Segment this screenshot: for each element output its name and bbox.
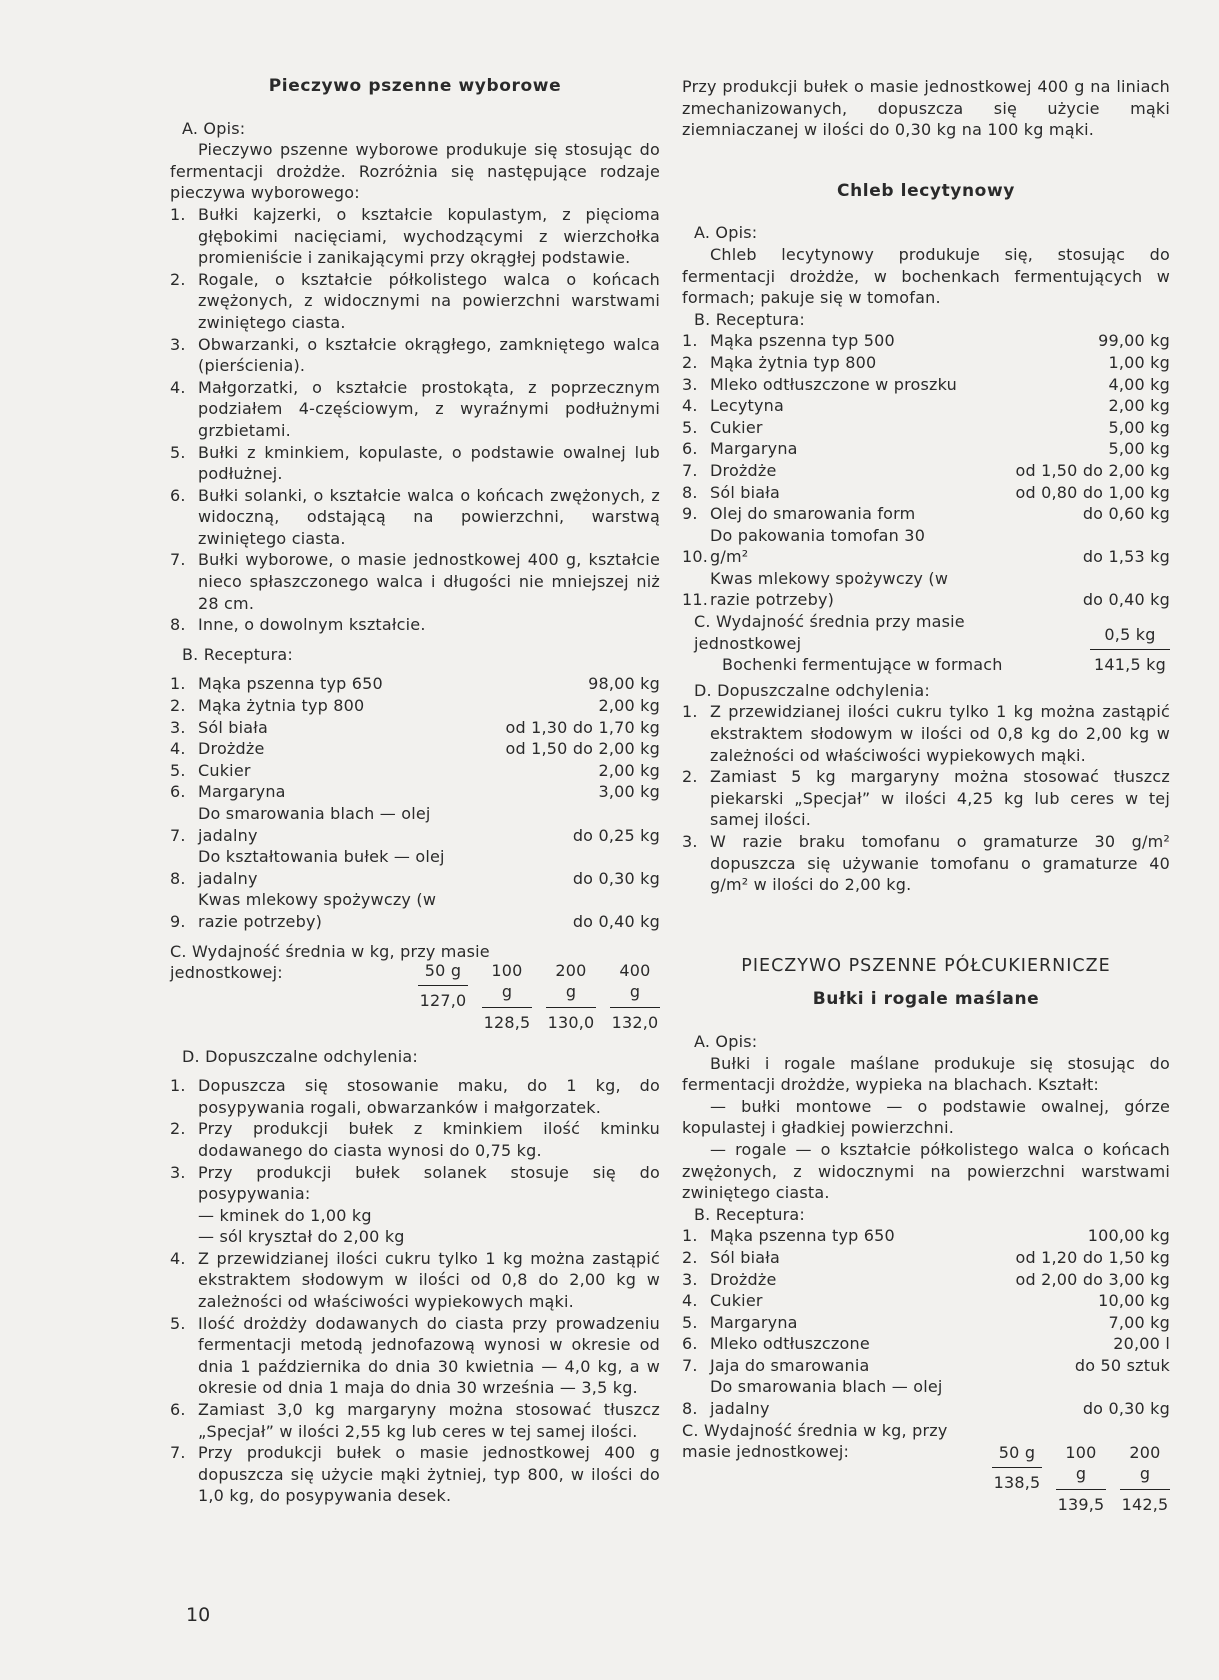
opis-text: Bułki i rogale maślane produkuje się stosując do fermentacji drożdże, wypieka na blachach. Kształt: bbox=[682, 1053, 1170, 1095]
item-number: 7. bbox=[170, 550, 186, 570]
item-text: Przy produkcji bułek solanek stosuje się do posypywania: bbox=[198, 1162, 660, 1204]
item-text: W razie braku tomofanu o gramaturze 30 g/m² dopuszcza się używanie tomofanu o gramaturze 40 g/m² w ilości do 2,00 kg. bbox=[710, 832, 1170, 895]
recipe-row bbox=[682, 1225, 1170, 1247]
item-text: — sól kryształ do 2,00 kg bbox=[198, 1227, 405, 1247]
list-item bbox=[170, 269, 660, 334]
wydajnosc-cell bbox=[546, 960, 596, 1034]
wydajnosc-mass: 400 g bbox=[610, 960, 660, 1008]
wydajnosc-mass: 50 g bbox=[418, 960, 468, 987]
shape-rogale: — rogale — o kształcie półkolistego walca o końcach zwężonych, z widocznymi na powierzchni warstwami zwiniętego ciasta. bbox=[682, 1139, 1170, 1203]
recipe-row bbox=[682, 352, 1170, 374]
recipe-number: 6. bbox=[682, 1334, 698, 1354]
item-text: Bułki solanki, o kształcie walca o końcach zwężonych, z widoczną, odstającą na powierzchni, warstwą zwiniętego ciasta. bbox=[198, 485, 660, 548]
recipe-row bbox=[682, 568, 1170, 611]
recipe-row bbox=[170, 673, 660, 695]
list-item bbox=[170, 334, 660, 377]
recipe-number: 1. bbox=[682, 1226, 698, 1246]
odchylenia-heading: D. Dopuszczalne odchylenia: bbox=[182, 1046, 418, 1066]
recipe-row bbox=[170, 760, 660, 782]
section-title: Bułki i rogale maślane bbox=[812, 989, 1040, 1010]
wydajnosc-block bbox=[682, 1420, 1170, 1516]
item-number: 3. bbox=[682, 832, 698, 851]
section-title: Chleb lecytynowy bbox=[837, 180, 1015, 201]
recipe-table bbox=[682, 1225, 1170, 1419]
recipe-ingredient: Sól biała bbox=[710, 1247, 781, 1267]
wydajnosc-cell bbox=[1056, 1442, 1106, 1516]
recipe-ingredient: Do kształtowania bułek — olej jadalny bbox=[198, 847, 445, 888]
opis-heading: A. Opis: bbox=[182, 118, 246, 138]
recipe-ingredient: Drożdże bbox=[710, 460, 777, 480]
recipe-number: 7. bbox=[682, 460, 698, 480]
opis-heading: A. Opis: bbox=[694, 223, 758, 243]
recipe-amount: do 1,53 kg bbox=[1082, 547, 1170, 567]
recipe-number: 8. bbox=[170, 868, 186, 888]
recipe-number: 10. bbox=[682, 547, 709, 567]
item-number: 1. bbox=[170, 204, 186, 224]
item-number: 2. bbox=[170, 269, 186, 289]
right-column bbox=[682, 76, 1170, 1515]
recipe-number: 6. bbox=[170, 782, 186, 802]
item-number: 6. bbox=[170, 485, 186, 505]
item-text: Przy produkcji bułek o masie jednostkowej 400 g dopuszcza się użycie mąki żytniej, typ 800, w ilości do 1,0 kg, do posypywania desek. bbox=[198, 1443, 660, 1506]
list-item bbox=[682, 701, 1170, 766]
recipe-row bbox=[682, 395, 1170, 417]
recipe-amount: 2,00 kg bbox=[598, 696, 660, 716]
recipe-number: 9. bbox=[682, 504, 698, 524]
wydajnosc-row-label: Bochenki fermentujące w formach bbox=[722, 655, 1003, 675]
recipe-number: 1. bbox=[682, 331, 698, 351]
recipe-ingredient: Jaja do smarowania bbox=[710, 1355, 870, 1375]
recipe-ingredient: Kwas mlekowy spożywczy (w razie potrzeby) bbox=[198, 890, 437, 931]
odchylenia-heading: D. Dopuszczalne odchylenia: bbox=[694, 680, 930, 700]
recipe-row bbox=[682, 482, 1170, 504]
wydajnosc-value: 128,5 bbox=[483, 1012, 531, 1032]
recipe-row bbox=[682, 1376, 1170, 1419]
list-item bbox=[170, 204, 660, 269]
wydajnosc-cell bbox=[418, 960, 468, 1034]
item-number: 4. bbox=[170, 1248, 186, 1268]
left-column bbox=[170, 76, 660, 1507]
recipe-ingredient: Mleko odtłuszczone bbox=[710, 1334, 870, 1354]
item-text: Rogale, o kształcie półkolistego walca o końcach zwężonych, z widocznymi na powierzchni warstwami zwiniętego ciasta. bbox=[198, 269, 660, 332]
receptura-heading: B. Receptura: bbox=[694, 1204, 805, 1224]
recipe-ingredient: Drożdże bbox=[710, 1269, 777, 1289]
wydajnosc-value: 141,5 kg bbox=[1094, 655, 1166, 675]
recipe-row bbox=[682, 1269, 1170, 1291]
item-text: Małgorzatki, o kształcie prostokąta, z poprzecznym podziałem 4-częściowym, z wyraźnymi podłużnymi grzbietami. bbox=[198, 377, 660, 440]
recipe-row bbox=[682, 1312, 1170, 1334]
item-number: 5. bbox=[170, 1313, 186, 1333]
recipe-ingredient: Drożdże bbox=[198, 739, 265, 759]
recipe-row bbox=[682, 460, 1170, 482]
list-item bbox=[170, 1226, 660, 1248]
wydajnosc-value: 138,5 bbox=[993, 1473, 1041, 1493]
recipe-amount: od 1,50 do 2,00 kg bbox=[505, 739, 660, 759]
wydajnosc-cell bbox=[992, 1442, 1042, 1516]
item-text: Bułki kajzerki, o kształcie kopulastym, z pięcioma głębokimi nacięciami, wychodzącymi z wierzchołka promieniście i zanikającymi przy okrągłej podstawie. bbox=[198, 204, 660, 268]
odchylenia-list bbox=[682, 701, 1170, 895]
receptura-heading: B. Receptura: bbox=[694, 309, 805, 329]
recipe-table bbox=[170, 673, 660, 932]
item-text: Z przewidzianej ilości cukru tylko 1 kg można zastąpić ekstraktem słodowym w ilości od 0,8 do 2,00 kg w zależności od właściwości wypiekowych mąki. bbox=[198, 1248, 660, 1312]
recipe-number: 3. bbox=[682, 1269, 698, 1289]
recipe-row bbox=[170, 781, 660, 803]
recipe-amount: 1,00 kg bbox=[1108, 352, 1170, 372]
item-number: 4. bbox=[170, 377, 186, 397]
list-item bbox=[170, 377, 660, 442]
item-number: 1. bbox=[170, 1076, 186, 1096]
section-title: Pieczywo pszenne wyborowe bbox=[268, 76, 562, 96]
item-number: 3. bbox=[170, 334, 186, 354]
list-item bbox=[170, 1162, 660, 1205]
recipe-amount: 99,00 kg bbox=[1098, 331, 1170, 351]
recipe-amount: do 50 sztuk bbox=[1074, 1355, 1170, 1375]
recipe-amount: do 0,30 kg bbox=[572, 868, 660, 888]
item-number: 6. bbox=[170, 1400, 186, 1420]
recipe-ingredient: Do pakowania tomofan 30 g/m² bbox=[710, 525, 926, 567]
recipe-row bbox=[682, 1355, 1170, 1377]
recipe-row bbox=[682, 438, 1170, 460]
recipe-ingredient: Kwas mlekowy spożywczy (w razie potrzeby) bbox=[710, 568, 949, 610]
recipe-row bbox=[682, 1290, 1170, 1312]
wydajnosc-cell bbox=[482, 960, 532, 1034]
item-text: Bułki wyborowe, o masie jednostkowej 400 g, kształcie nieco spłaszczonego walca i długości nie mniejszej niż 28 cm. bbox=[198, 550, 660, 613]
list-item bbox=[170, 549, 660, 614]
recipe-row bbox=[170, 846, 660, 889]
recipe-ingredient: Mąka żytnia typ 800 bbox=[710, 352, 877, 372]
recipe-amount: 20,00 l bbox=[1113, 1334, 1170, 1354]
recipe-ingredient: Margaryna bbox=[710, 439, 798, 459]
recipe-ingredient: Margaryna bbox=[198, 782, 286, 802]
item-text: Przy produkcji bułek z kminkiem ilość kminku dodawanego do ciasta wynosi do 0,75 kg. bbox=[198, 1119, 660, 1160]
wydajnosc-value: 139,5 bbox=[1057, 1494, 1105, 1514]
recipe-ingredient: Cukier bbox=[198, 760, 251, 780]
recipe-number: 2. bbox=[682, 1247, 698, 1267]
recipe-number: 5. bbox=[682, 1312, 698, 1332]
recipe-amount: od 0,80 do 1,00 kg bbox=[1015, 482, 1170, 502]
item-number: 1. bbox=[682, 702, 698, 722]
wydajnosc-value: 130,0 bbox=[547, 1012, 595, 1032]
recipe-ingredient: Mąka pszenna typ 650 bbox=[198, 674, 383, 694]
recipe-number: 2. bbox=[682, 352, 698, 372]
recipe-number: 8. bbox=[682, 482, 698, 502]
wydajnosc-cell bbox=[610, 960, 660, 1034]
list-item bbox=[682, 831, 1170, 896]
item-text: Zamiast 3,0 kg margaryny można stosować tłuszcz „Specjał” w ilości 2,55 kg lub ceres w tej samej ilości. bbox=[198, 1400, 660, 1441]
recipe-amount: 2,00 kg bbox=[1108, 396, 1170, 416]
recipe-amount: do 0,25 kg bbox=[572, 825, 660, 845]
recipe-row bbox=[682, 1247, 1170, 1269]
item-text: Inne, o dowolnym kształcie. bbox=[198, 615, 426, 635]
recipe-amount: 3,00 kg bbox=[598, 782, 660, 802]
intro-text: Przy produkcji bułek o masie jednostkowej 400 g na liniach zmechanizowanych, dopuszcza się użycie mąki ziemniaczanej w ilości do 0,30 kg na 100 kg mąki. bbox=[682, 77, 1170, 140]
item-text: Bułki z kminkiem, kopulaste, o podstawie owalnej lub podłużnej. bbox=[198, 442, 660, 484]
wydajnosc-mass: 200 g bbox=[1120, 1442, 1170, 1490]
wydajnosc-mass: 50 g bbox=[992, 1442, 1042, 1469]
item-number: 5. bbox=[170, 442, 186, 462]
recipe-ingredient: Cukier bbox=[710, 417, 763, 437]
recipe-number: 6. bbox=[682, 439, 698, 459]
recipe-number: 11. bbox=[682, 590, 709, 610]
wydajnosc-value: 142,5 bbox=[1121, 1494, 1169, 1514]
wydajnosc-label: C. Wydajność średnia w kg, przy masie jednostkowej: bbox=[682, 1420, 948, 1462]
recipe-number: 3. bbox=[170, 717, 186, 737]
item-number: 3. bbox=[170, 1162, 186, 1182]
item-text: Obwarzanki, o kształcie okrągłego, zamkniętego walca (pierścienia). bbox=[198, 334, 660, 376]
wydajnosc-mass: 100 g bbox=[482, 960, 532, 1008]
list-item bbox=[170, 614, 660, 636]
recipe-row bbox=[682, 417, 1170, 439]
recipe-amount: 98,00 kg bbox=[588, 674, 660, 694]
recipe-number: 1. bbox=[170, 674, 186, 694]
item-text: Z przewidzianej ilości cukru tylko 1 kg można zastąpić ekstraktem słodowym w ilości od 0,8 kg do 2,00 kg w zależności od właściwości wypiekowych mąki. bbox=[710, 702, 1170, 765]
item-number: 2. bbox=[170, 1119, 186, 1139]
recipe-ingredient: Olej do smarowania form bbox=[710, 504, 916, 524]
recipe-number: 3. bbox=[682, 374, 698, 394]
receptura-heading: B. Receptura: bbox=[182, 644, 293, 664]
recipe-amount: 4,00 kg bbox=[1108, 374, 1170, 394]
recipe-amount: 10,00 kg bbox=[1098, 1291, 1170, 1311]
page-number: 10 bbox=[186, 1604, 211, 1626]
recipe-row bbox=[170, 803, 660, 846]
wydajnosc-mass: 100 g bbox=[1056, 1442, 1106, 1490]
recipe-row bbox=[170, 738, 660, 760]
recipe-amount: od 1,20 do 1,50 kg bbox=[1015, 1247, 1170, 1267]
list-item bbox=[170, 1313, 660, 1399]
recipe-ingredient: Mleko odtłuszczone w proszku bbox=[710, 374, 957, 394]
item-text: Zamiast 5 kg margaryny można stosować tłuszcz piekarski „Specjał” w ilości 4,25 kg lub ceres w tej samej ilości. bbox=[710, 767, 1170, 830]
recipe-ingredient: Margaryna bbox=[710, 1312, 798, 1332]
recipe-row bbox=[682, 525, 1170, 568]
recipe-ingredient: Sól biała bbox=[198, 717, 269, 737]
kinds-list bbox=[170, 204, 660, 636]
recipe-amount: do 0,30 kg bbox=[1082, 1399, 1170, 1419]
recipe-row bbox=[682, 1333, 1170, 1355]
recipe-amount: od 2,00 do 3,00 kg bbox=[1015, 1269, 1170, 1289]
recipe-amount: od 1,50 do 2,00 kg bbox=[1015, 460, 1170, 480]
recipe-row bbox=[170, 717, 660, 739]
wydajnosc-label: C. Wydajność średnia w kg, przy masie jednostkowej: bbox=[170, 941, 490, 983]
item-text: Dopuszcza się stosowanie maku, do 1 kg, do posypywania rogali, obwarzanków i małgorzatek. bbox=[198, 1076, 660, 1117]
recipe-ingredient: Lecytyna bbox=[710, 396, 785, 416]
recipe-amount: 7,00 kg bbox=[1108, 1312, 1170, 1332]
recipe-number: 4. bbox=[170, 739, 186, 759]
recipe-number: 5. bbox=[170, 760, 186, 780]
wydajnosc-block bbox=[682, 611, 1170, 676]
list-item bbox=[170, 442, 660, 485]
item-number: 8. bbox=[170, 615, 186, 635]
wydajnosc-mass: 0,5 kg bbox=[1090, 624, 1170, 651]
recipe-ingredient: Mąka żytnia typ 800 bbox=[198, 696, 365, 716]
list-item bbox=[170, 1118, 660, 1161]
recipe-number: 9. bbox=[170, 911, 186, 931]
recipe-number: 4. bbox=[682, 396, 698, 416]
opis-text: Pieczywo pszenne wyborowe produkuje się stosując do fermentacji drożdże. Rozróżnia się następujące rodzaje pieczywa wyborowego: bbox=[170, 140, 660, 203]
list-item bbox=[170, 1205, 660, 1227]
wydajnosc-values bbox=[992, 1442, 1170, 1516]
item-text: — kminek do 1,00 kg bbox=[198, 1205, 372, 1225]
shape-bulki: — bułki montowe — o podstawie owalnej, górze kopulastej i gładkiej powierzchni. bbox=[682, 1096, 1170, 1138]
recipe-ingredient: Do smarowania blach — olej jadalny bbox=[710, 1377, 943, 1419]
list-item bbox=[170, 1248, 660, 1313]
odchylenia-list bbox=[170, 1075, 660, 1507]
recipe-ingredient: Mąka pszenna typ 500 bbox=[710, 331, 895, 351]
opis-text: Chleb lecytynowy produkuje się, stosując do fermentacji drożdże, w bochenkach fermentujących w formach; pakuje się w tomofan. bbox=[682, 244, 1170, 308]
wydajnosc-mass: 200 g bbox=[546, 960, 596, 1008]
recipe-amount: 2,00 kg bbox=[598, 760, 660, 780]
recipe-number: 7. bbox=[170, 825, 186, 845]
recipe-ingredient: Sól biała bbox=[710, 482, 781, 502]
wydajnosc-values bbox=[418, 960, 660, 1034]
list-item bbox=[170, 1442, 660, 1507]
list-item bbox=[170, 1075, 660, 1118]
recipe-amount: 100,00 kg bbox=[1087, 1226, 1170, 1246]
recipe-row bbox=[682, 330, 1170, 352]
recipe-number: 8. bbox=[682, 1399, 698, 1419]
recipe-row bbox=[682, 374, 1170, 396]
recipe-number: 4. bbox=[682, 1291, 698, 1311]
list-item bbox=[682, 766, 1170, 831]
wydajnosc-cell bbox=[1120, 1442, 1170, 1516]
recipe-amount: 5,00 kg bbox=[1108, 417, 1170, 437]
category-heading: PIECZYWO PSZENNE PÓŁCUKIERNICZE bbox=[741, 955, 1111, 976]
item-number: 7. bbox=[170, 1443, 186, 1463]
list-item bbox=[170, 1399, 660, 1442]
item-number: 2. bbox=[682, 767, 698, 787]
recipe-ingredient: Do smarowania blach — olej jadalny bbox=[198, 804, 431, 845]
recipe-table bbox=[682, 330, 1170, 611]
recipe-amount: do 0,60 kg bbox=[1082, 504, 1170, 524]
recipe-amount: 5,00 kg bbox=[1108, 439, 1170, 459]
recipe-row bbox=[170, 889, 660, 932]
recipe-number: 5. bbox=[682, 417, 698, 437]
wydajnosc-value: 132,0 bbox=[611, 1012, 659, 1032]
recipe-number: 7. bbox=[682, 1355, 698, 1375]
recipe-row bbox=[682, 503, 1170, 525]
recipe-row bbox=[170, 695, 660, 717]
opis-heading: A. Opis: bbox=[694, 1031, 758, 1051]
recipe-amount: od 1,30 do 1,70 kg bbox=[505, 717, 660, 737]
recipe-number: 2. bbox=[170, 696, 186, 716]
recipe-ingredient: Mąka pszenna typ 650 bbox=[710, 1226, 895, 1246]
recipe-amount: do 0,40 kg bbox=[572, 911, 660, 931]
recipe-amount: do 0,40 kg bbox=[1082, 590, 1170, 610]
wydajnosc-label: C. Wydajność średnia przy masie jednostkowej bbox=[694, 612, 965, 653]
wydajnosc-value: 127,0 bbox=[419, 991, 467, 1011]
recipe-ingredient: Cukier bbox=[710, 1291, 763, 1311]
item-text: Ilość drożdży dodawanych do ciasta przy prowadzeniu fermentacji metodą jednofazową wynosi w okresie od dnia 1 października do dnia 30 kwietnia — 4,0 kg, a w okresie od dnia 1 maja do dnia 30 września — 3,5 kg. bbox=[198, 1313, 660, 1398]
list-item bbox=[170, 485, 660, 550]
